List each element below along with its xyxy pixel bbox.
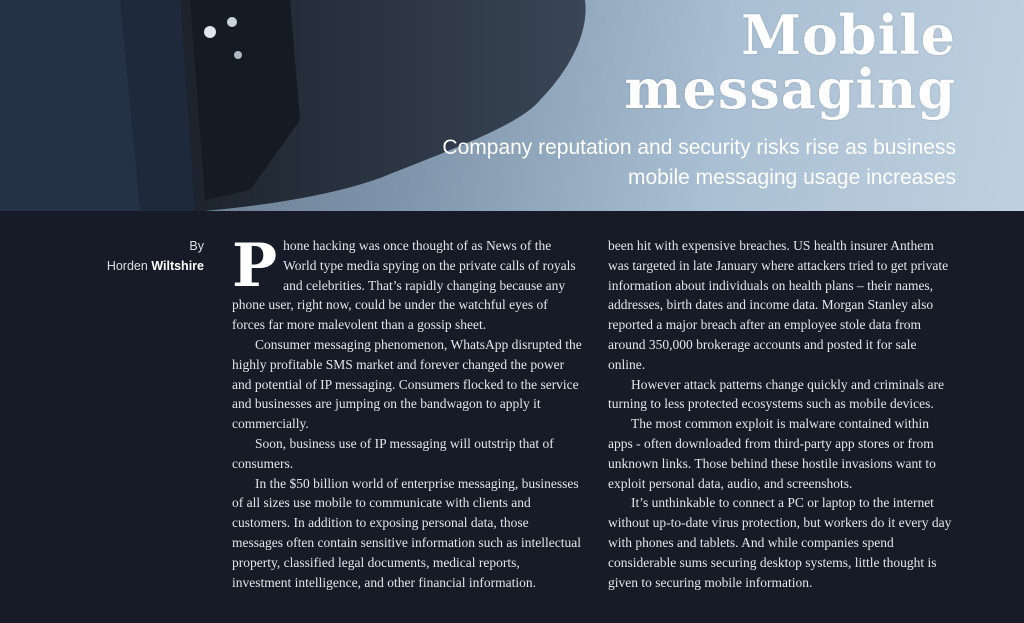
article-paragraph: It’s unthinkable to connect a PC or laptop to the internet without up-to-date virus protection, but workers do it every day with phones and tablets. And while companies spend considerable sums securing desktop systems, little thought is given to securing mobile information. xyxy=(608,495,952,590)
author-first-name: Horden xyxy=(106,259,148,273)
article-paragraph: Phone hacking was once thought of as News of the World type media spying on the private calls of royals and celebrities. That’s rapidly changing because any phone user, right now, could be under the watchful eyes of forces far more malevolent than a gossip sheet. xyxy=(232,231,576,333)
article-paragraph: been hit with expensive breaches. US health insurer Anthem was targeted in late January where attackers tried to get private information about individuals on health plans – their names, addresses, birth dates and income data. Morgan Stanley also reported a major breach after an employee stole data from around 350,000 brokerage accounts and posted it for sale online. xyxy=(608,238,949,372)
article-paragraph: Soon, business use of IP messaging will outstrip that of consumers. xyxy=(232,435,554,471)
article-paragraph: Consumer messaging phenomenon, WhatsApp disrupted the highly profitable SMS market and forever changed the power and potential of IP messaging. Consumers flocked to the service and businesses are jumping on the bandwagon to apply it commercially. xyxy=(232,336,582,432)
article-paragraph: However attack patterns change quickly and criminals are turning to less protected ecosystems such as mobile devices. xyxy=(608,376,944,412)
hero-banner xyxy=(0,0,1024,211)
byline xyxy=(107,236,204,276)
title-line-1: Mobile xyxy=(741,3,956,67)
byline-prefix: By xyxy=(189,239,204,253)
author-last-name: Wiltshire xyxy=(151,259,204,273)
byline-author xyxy=(107,256,204,276)
subtitle: Company reputation and security risks rise as business mobile messaging usage increases xyxy=(442,136,956,189)
drop-cap: P xyxy=(232,231,278,301)
article-paragraph: In the $50 billion world of enterprise messaging, businesses of all sizes use mobile to communicate with clients and customers. In addition to exposing personal data, those messages often contain sensitive information such as intellectual property, classified legal documents, medical reports, investment intelligence, and other financial information. xyxy=(232,475,582,590)
article-paragraph: The most common exploit is malware contained within apps - often downloaded from third-party app stores or from unknown links. Those behind these hostile invasions want to exploit personal data, audio, and screenshots. xyxy=(608,416,936,491)
article-column-right xyxy=(608,236,956,592)
page-title xyxy=(624,3,956,121)
article-column-left xyxy=(232,231,582,592)
title-line-2: messaging xyxy=(624,57,956,121)
